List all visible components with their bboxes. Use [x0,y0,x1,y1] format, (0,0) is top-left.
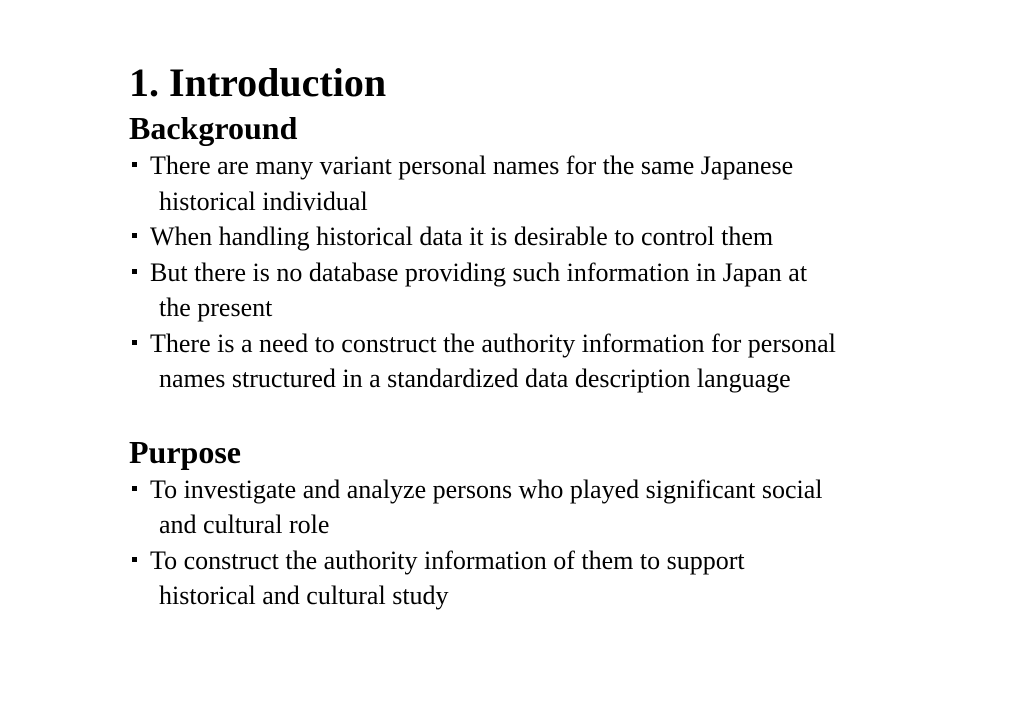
purpose-bullet-list [129,472,989,614]
bullet-square-icon [129,543,150,579]
slide [129,58,989,614]
bullet-item [129,219,989,255]
background-section [129,108,989,397]
bullet-item [129,148,989,219]
background-bullet-list [129,148,989,397]
slide-title: 1. Introduction [129,60,387,105]
bullet-text-line: historical and cultural study [159,581,449,610]
bullet-square-icon [129,148,150,184]
bullet-item [129,472,989,543]
bullet-text-line: names structured in a standardized data description language [159,364,791,393]
bullet-square-icon [129,326,150,362]
section-spacer [129,397,989,432]
bullet-item [129,326,989,397]
background-heading: Background [129,110,298,146]
bullet-text-line: To construct the authority information of them to support [150,545,745,575]
bullet-item [129,543,989,614]
bullet-text-line: and cultural role [159,510,330,539]
purpose-section [129,432,989,614]
bullet-square-icon [129,255,150,291]
bullet-item [129,255,989,326]
bullet-square-icon [129,219,150,255]
bullet-text-line: There is a need to construct the authority information for personal [150,328,836,358]
bullet-text-line: historical individual [159,186,368,216]
purpose-heading: Purpose [129,433,241,470]
bullet-text-line: There are many variant personal names for the same Japanese [150,151,794,180]
bullet-text-line: the present [159,293,273,322]
bullet-square-icon [129,472,150,508]
bullet-text-line: When handling historical data it is desirable to control them [150,222,774,251]
bullet-text-line: To investigate and analyze persons who played significant social [150,474,823,504]
bullet-text-line: But there is no database providing such information in Japan at [150,257,808,287]
